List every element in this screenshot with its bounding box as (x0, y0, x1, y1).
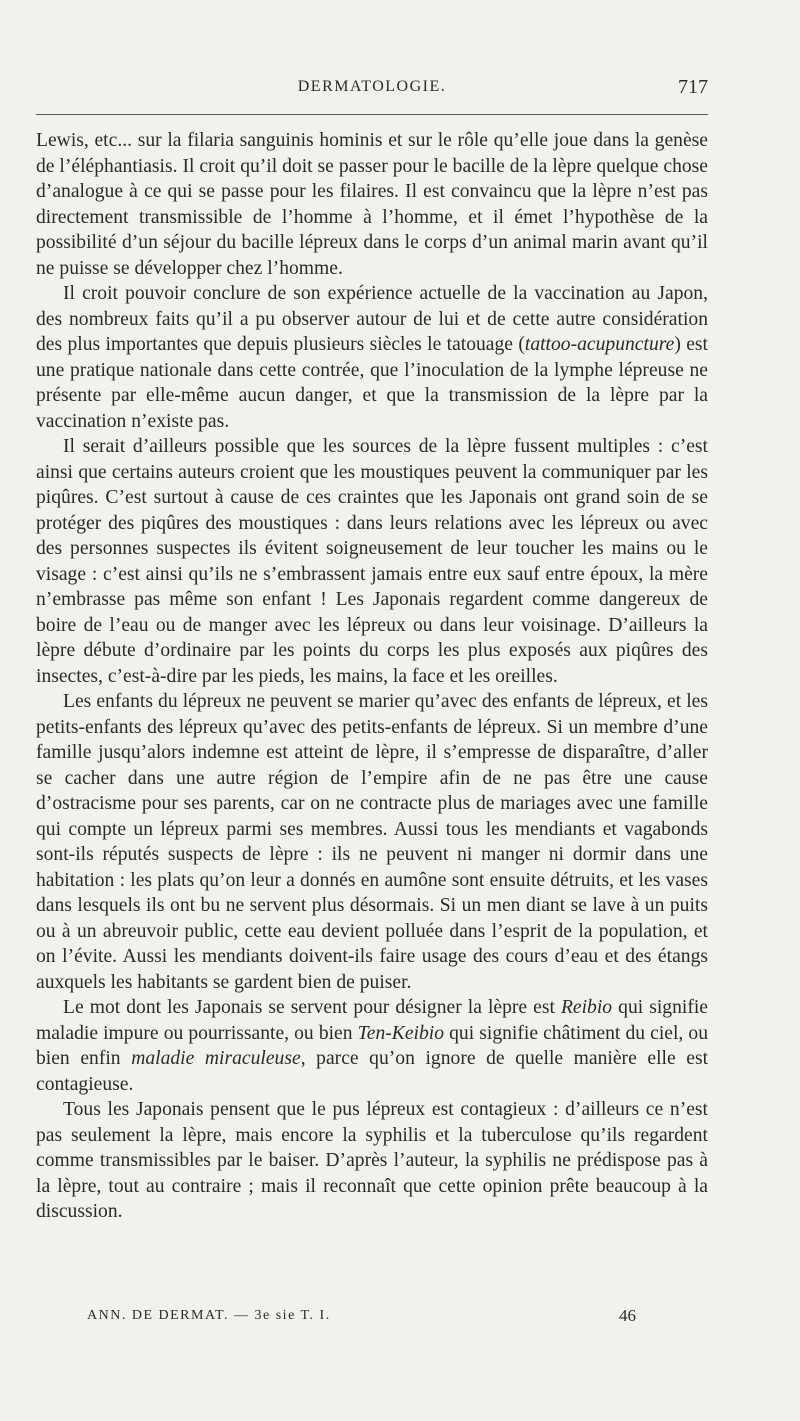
page-footer (36, 1306, 708, 1330)
body-text (36, 128, 708, 1225)
paragraph (36, 281, 708, 434)
italic-term: Ten-Keibio (357, 1022, 445, 1044)
sheet-number: 46 (619, 1306, 636, 1325)
paragraph (36, 434, 708, 689)
paragraph (36, 995, 708, 1097)
text-run: Tous les Japonais pensent que le pus lépreux est contagieux : d’ailleurs ce n’est pas seulement la lèpre, mais encore la syphilis et la tuberculose qu’ils regardent comme transmissibles par le baiser. D’après l’auteur, la syphilis ne prédispose pas à la lèpre, tout au contraire ; mais il reconnaît que cette opinion prête beaucoup à la discussion. (36, 1099, 708, 1222)
paragraph (36, 1097, 708, 1225)
paragraph (36, 689, 708, 995)
text-run: Les enfants du lépreux ne peuvent se marier qu’avec des enfants de lépreux, et les petits-enfants des lépreux qu’avec des petits-enfants de lépreux. Si un membre d’une famille jusqu’alors indemne est atteint de lèpre, il s’empresse de disparaître, d’aller se cacher dans une autre région de l’empire afin de ne pas être une cause d’ostracisme pour ses parents, car on ne contracte plus de mariages avec une famille qui compte un lépreux parmi ses membres. Aussi tous les mendiants et vagabonds sont-ils réputés suspects de lèpre : ils ne peuvent ni manger ni dormir dans une habitation : les plats qu’on leur a donnés en aumône sont ensuite détruits, et les vases dans lesquels ils ont bu ne servent plus désormais. Si un men diant se lave à un puits ou à un abreuvoir public, cette eau devient polluée dans l’esprit de la population, et on l’évite. Aussi les mendiants doivent-ils faire usage des cours d’eau et des étangs auxquels les habitants se gardent bien de puiser. (36, 691, 708, 993)
text-run: , parce qu’on ignore de quelle manière elle est contagieuse. (36, 1048, 709, 1095)
page-number: 717 (678, 76, 708, 98)
text-run: Il serait d’ailleurs possible que les sources de la lèpre fussent multiples : c’est ainsi que certains auteurs croient que les moustiques peuvent la communiquer par les piqûres. C’est surtout à cause de ces craintes que les Japonais ont grand soin de se protéger des piqûres des moustiques : dans leurs relations avec les lépreux ou avec des personnes suspectes ils évitent soigneusement de leur toucher les mains ou le visage : c’est ainsi qu’ils ne s’embrassent jamais entre eux sauf entre époux, la mère n’embrasse pas même son enfant ! Les Japonais regardent comme dangereux de boire de l’eau ou de manger avec les lépreux ou dans leur voisinage. D’ailleurs la lèpre débute d’ordinaire par les points du corps les plus exposés aux piqûres des insectes, c’est-à-dire par les pieds, les mains, la face et les oreilles. (36, 436, 708, 687)
running-title: DERMATOLOGIE. (297, 78, 447, 95)
italic-term: tattoo-acupuncture (524, 334, 675, 355)
text-run: qui signifie châtiment du ciel, ou bien enfin (36, 1022, 709, 1069)
journal-signature: ANN. DE DERMAT. — 3e sie T. I. (87, 1308, 331, 1323)
header-rule (36, 114, 708, 115)
paragraph (36, 128, 708, 281)
text-run: Le mot dont les Japonais se servent pour désigner la lèpre est (63, 997, 561, 1018)
text-run: Il croit pouvoir conclure de son expérience actuelle de la vaccination au Japon, des nombreux faits qu’il a pu observer autour de lui et de cette autre considération des plus importantes que depuis plusieurs siècles le tatouage ( (36, 283, 708, 355)
text-run: Lewis, etc... sur la filaria sanguinis hominis et sur le rôle qu’elle joue dans la genèse de l’éléphantiasis. Il croit qu’il doit se passer pour le bacille de la lèpre quelque chose d’analogue à ce qui se passe pour les filaires. Il est convaincu que la lèpre n’est pas directement transmissible de l’homme à l’homme, et il émet l’hypothèse de la possibilité d’un séjour du bacille lépreux dans le corps d’un animal marin avant qu’il ne puisse se développer chez l’homme. (36, 130, 708, 279)
running-header (36, 78, 708, 104)
text-run: qui signifie maladie impure ou pourrissante, ou bien (36, 997, 708, 1044)
italic-term: maladie miraculeuse (131, 1048, 301, 1069)
text-run: ) est une pratique nationale dans cette contrée, que l’inoculation de la lymphe lépreuse ne présente par elle-même aucun danger, et que la transmission de la lèpre par la vaccination n’existe pas. (36, 334, 708, 432)
italic-term: Reibio (560, 997, 613, 1018)
